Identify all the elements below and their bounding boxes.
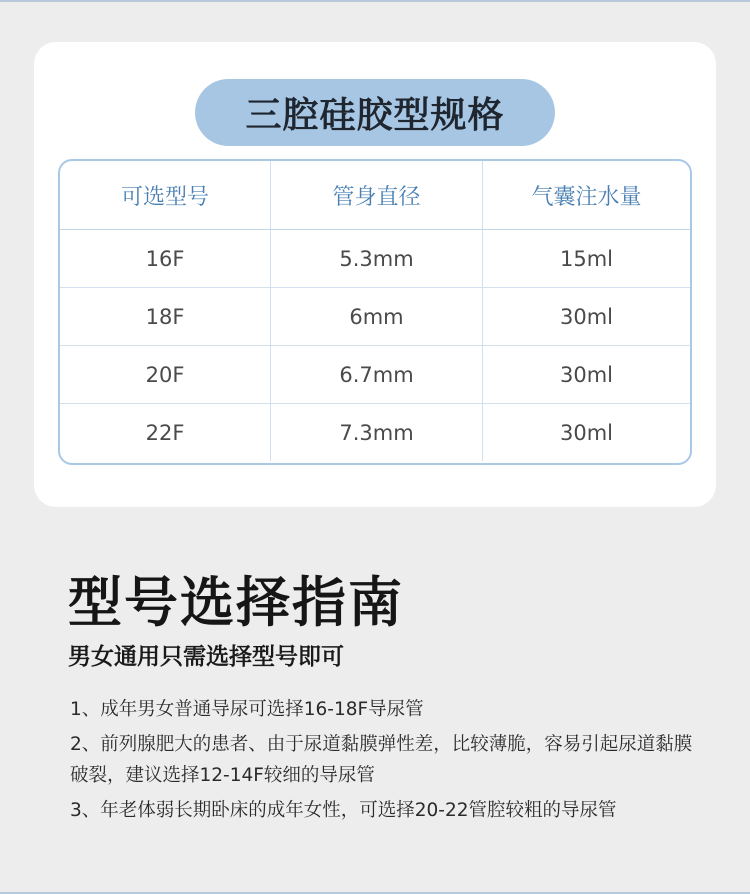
cell-diameter: 6.7mm	[270, 346, 482, 403]
cell-diameter: 7.3mm	[270, 404, 482, 461]
guide-item-3: 3、年老体弱长期卧床的成年女性，可选择20-22管腔较粗的导尿管	[70, 800, 617, 821]
header-balloon-volume: 气囊注水量	[482, 161, 690, 229]
table-row	[60, 345, 690, 403]
guide-item-2: 2、前列腺肥大的患者、由于尿道黏膜弹性差，比较薄脆，容易引起尿道黏膜破裂，建议选择12-14F较细的导尿管	[70, 734, 693, 786]
guide-subtitle: 男女通用只需选择型号即可	[68, 644, 344, 670]
spec-table	[58, 159, 692, 465]
table-row	[60, 287, 690, 345]
header-diameter: 管身直径	[270, 161, 482, 229]
cell-model: 20F	[145, 362, 185, 387]
cell-diameter: 6mm	[270, 288, 482, 345]
guide-item-1: 1、成年男女普通导尿可选择16-18F导尿管	[70, 699, 424, 720]
spec-title-pill: 三腔硅胶型规格	[195, 79, 555, 146]
cell-balloon-volume: 30ml	[482, 288, 690, 345]
spec-table-header-row	[60, 161, 690, 229]
cell-balloon-volume: 15ml	[482, 230, 690, 287]
cell-balloon-volume: 30ml	[482, 404, 690, 461]
header-model: 可选型号	[120, 184, 209, 210]
guide-list	[70, 694, 710, 830]
cell-model: 16F	[145, 246, 185, 271]
guide-title: 型号选择指南	[68, 571, 404, 634]
table-row	[60, 229, 690, 287]
cell-balloon-volume: 30ml	[482, 346, 690, 403]
top-border-line	[0, 0, 750, 2]
cell-diameter: 5.3mm	[270, 230, 482, 287]
cell-model: 22F	[145, 420, 185, 445]
table-row	[60, 403, 690, 461]
cell-model: 18F	[145, 304, 185, 329]
